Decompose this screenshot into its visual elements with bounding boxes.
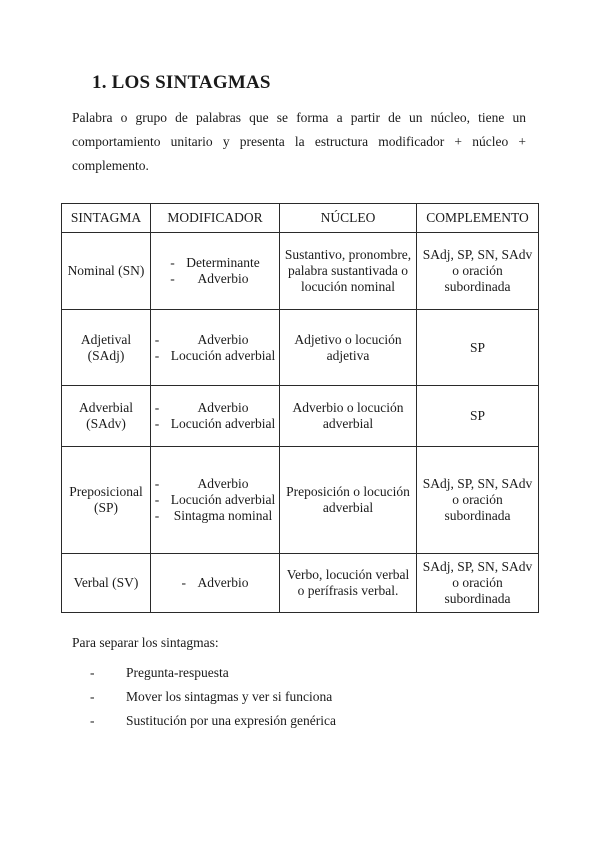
list-item: - Pregunta-respuesta	[90, 661, 336, 685]
modificador-list	[155, 476, 276, 524]
cell-complemento: SP	[417, 386, 539, 447]
modificador-list	[155, 400, 276, 432]
list-item: - Locución adverbial	[155, 348, 276, 364]
modificador-list	[155, 332, 276, 364]
cell-sintagma: Nominal (SN)	[62, 233, 151, 310]
cell-nucleo: Sustantivo, pronombre, palabra sustantivada o locución nominal	[280, 233, 417, 310]
table-row	[62, 386, 539, 447]
cell-nucleo: Adverbio o locución adverbial	[280, 386, 417, 447]
header-sintagma: SINTAGMA	[62, 204, 151, 233]
header-modificador: MODIFICADOR	[151, 204, 280, 233]
list-item: - Locución adverbial	[155, 416, 276, 432]
cell-nucleo: Verbo, locución verbal o perífrasis verbal.	[280, 554, 417, 613]
intro-paragraph: Palabra o grupo de palabras que se forma a partir de un núcleo, tiene un comportamiento unitario y presenta la estructura modificador + núcleo + complemento.	[72, 110, 526, 173]
table-row	[62, 554, 539, 613]
cell-sintagma: Adjetival (SAdj)	[62, 310, 151, 386]
separar-intro: Para separar los sintagmas:	[72, 635, 219, 650]
cell-sintagma: Adverbial (SAdv)	[62, 386, 151, 447]
cell-complemento: SAdj, SP, SN, SAdv o oración subordinada	[417, 554, 539, 613]
list-item: - Locución adverbial	[155, 492, 276, 508]
separar-section	[72, 635, 336, 733]
sintagmas-table	[61, 203, 539, 613]
cell-complemento: SP	[417, 310, 539, 386]
cell-modificador	[151, 447, 280, 554]
list-item: - Adverbio	[182, 575, 249, 591]
table-row	[62, 310, 539, 386]
list-item: - Adverbio	[170, 271, 259, 287]
header-nucleo: NÚCLEO	[280, 204, 417, 233]
table-row	[62, 233, 539, 310]
modificador-list	[170, 255, 259, 287]
table-row	[62, 447, 539, 554]
list-item: - Mover los sintagmas y ver si funciona	[90, 685, 336, 709]
list-item: - Determinante	[170, 255, 259, 271]
list-item: - Adverbio	[155, 332, 276, 348]
list-item: - Sintagma nominal	[155, 508, 276, 524]
list-item: - Adverbio	[155, 400, 276, 416]
cell-modificador	[151, 554, 280, 613]
cell-complemento: SAdj, SP, SN, SAdv o oración subordinada	[417, 447, 539, 554]
cell-modificador	[151, 386, 280, 447]
modificador-list	[182, 575, 249, 591]
table-header-row	[62, 204, 539, 233]
cell-sintagma: Verbal (SV)	[62, 554, 151, 613]
header-complemento: COMPLEMENTO	[417, 204, 539, 233]
cell-modificador	[151, 310, 280, 386]
cell-nucleo: Adjetivo o locución adjetiva	[280, 310, 417, 386]
list-item: - Sustitución por una expresión genérica	[90, 709, 336, 733]
cell-nucleo: Preposición o locución adverbial	[280, 447, 417, 554]
cell-modificador	[151, 233, 280, 310]
cell-sintagma: Preposicional (SP)	[62, 447, 151, 554]
page-title: 1. LOS SINTAGMAS	[92, 72, 271, 93]
cell-complemento: SAdj, SP, SN, SAdv o oración subordinada	[417, 233, 539, 310]
list-item: - Adverbio	[155, 476, 276, 492]
separar-list	[72, 661, 336, 733]
